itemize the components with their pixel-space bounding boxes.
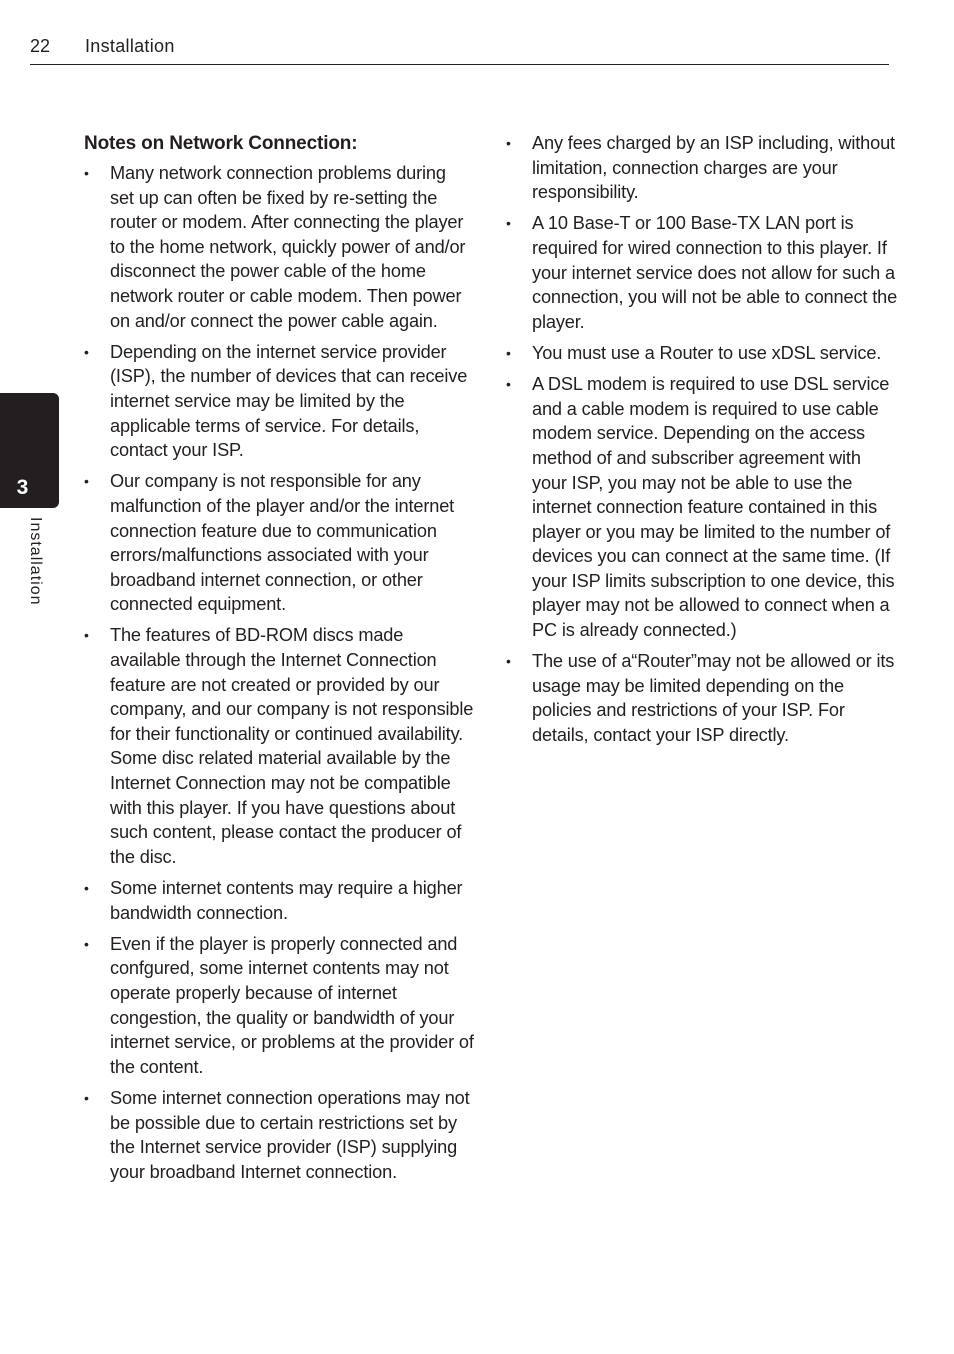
bullet-glyph: • xyxy=(84,1089,89,1106)
list-item xyxy=(506,372,898,643)
list-item-text: Many network connection problems during set up can often be fixed by re-setting the router or modem. After connecting the player to the home network, quickly power of and/or disconnect the power cable of the home network router or cable modem. Then power on and/or connect the power cable again. xyxy=(110,163,466,331)
list-item-text: Even if the player is properly connected and confgured, some internet contents may not operate properly because of internet congestion, the quality or bandwidth of your internet service, or problems at the provider of the content. xyxy=(110,933,474,1077)
list-item-text: Some internet contents may require a higher bandwidth connection. xyxy=(110,878,463,923)
list-item xyxy=(506,649,898,747)
bullet-glyph: • xyxy=(84,165,89,181)
bullet-glyph: • xyxy=(506,215,511,232)
page-number: 22 xyxy=(30,36,51,56)
notes-list-left xyxy=(84,161,474,1184)
list-item-text: You must use a Router to use xDSL service. xyxy=(532,342,882,363)
header-title: Installation xyxy=(85,36,175,56)
list-item-text: Any fees charged by an ISP including, without limitation, connection charges are your responsibility. xyxy=(532,133,895,203)
list-item xyxy=(84,932,474,1080)
list-item xyxy=(84,340,474,463)
list-item xyxy=(84,469,474,617)
list-item xyxy=(84,876,474,925)
list-item xyxy=(506,211,898,334)
bullet-glyph: • xyxy=(506,653,511,670)
bullet-glyph: • xyxy=(84,627,89,644)
notes-list-right xyxy=(506,131,898,748)
right-column xyxy=(506,130,898,754)
list-item xyxy=(506,131,898,205)
chapter-number: 3 xyxy=(16,476,29,499)
list-item-text: Depending on the internet service provider (ISP), the number of devices that can receive internet service may be limited by the applicable terms of service. For details, contact your ISP. xyxy=(110,341,468,461)
list-item xyxy=(84,161,474,333)
bullet-glyph: • xyxy=(506,376,511,393)
bullet-glyph: • xyxy=(84,935,89,952)
page-header xyxy=(30,34,889,65)
chapter-label: Installation xyxy=(27,517,44,606)
list-item-text: Our company is not responsible for any malfunction of the player and/or the internet connection feature due to communication errors/malfunctions associated with your broadband internet connection, or other connected equipment. xyxy=(110,471,455,615)
bullet-glyph: • xyxy=(84,343,89,360)
list-item-text: A 10 Base-T or 100 Base-TX LAN port is required for wired connection to this player. If your internet service does not allow for such a connection, you will not be able to connect the player. xyxy=(532,213,898,332)
bullet-glyph: • xyxy=(84,473,89,490)
list-item xyxy=(84,1086,474,1184)
left-column xyxy=(84,130,474,1191)
bullet-glyph: • xyxy=(506,135,511,151)
bullet-glyph: • xyxy=(84,880,89,896)
section-heading: Notes on Network Connection: xyxy=(84,133,358,154)
list-item xyxy=(506,341,898,366)
list-item-text: Some internet connection operations may not be possible due to certain restrictions set by the Internet service provider (ISP) supplying your broadband Internet connection. xyxy=(110,1087,470,1182)
bullet-glyph: • xyxy=(506,344,511,361)
list-item-text: The features of BD-ROM discs made available through the Internet Connection feature are not created or provided by our company, and our company is not responsible for their functionality or continued availability. Some disc related material available by the Internet Connection may not be compatible with this player. If you have questions about such content, please contact the producer of the disc. xyxy=(110,625,474,867)
list-item-text: The use of a“Router”may not be allowed or its usage may be limited depending on the policies and restrictions of your ISP. For details, contact your ISP directly. xyxy=(532,651,895,746)
list-item xyxy=(84,623,474,869)
list-item-text: A DSL modem is required to use DSL service and a cable modem is required to use cable modem service. Depending on the access method of and subscriber agreement with your ISP, you may not be able to use the internet connection feature contained in this player or you may be limited to the number of devices you can connect at the same time. (If your ISP limits subscription to one device, this player may not be allowed to connect when a PC is already connected.) xyxy=(532,374,895,641)
